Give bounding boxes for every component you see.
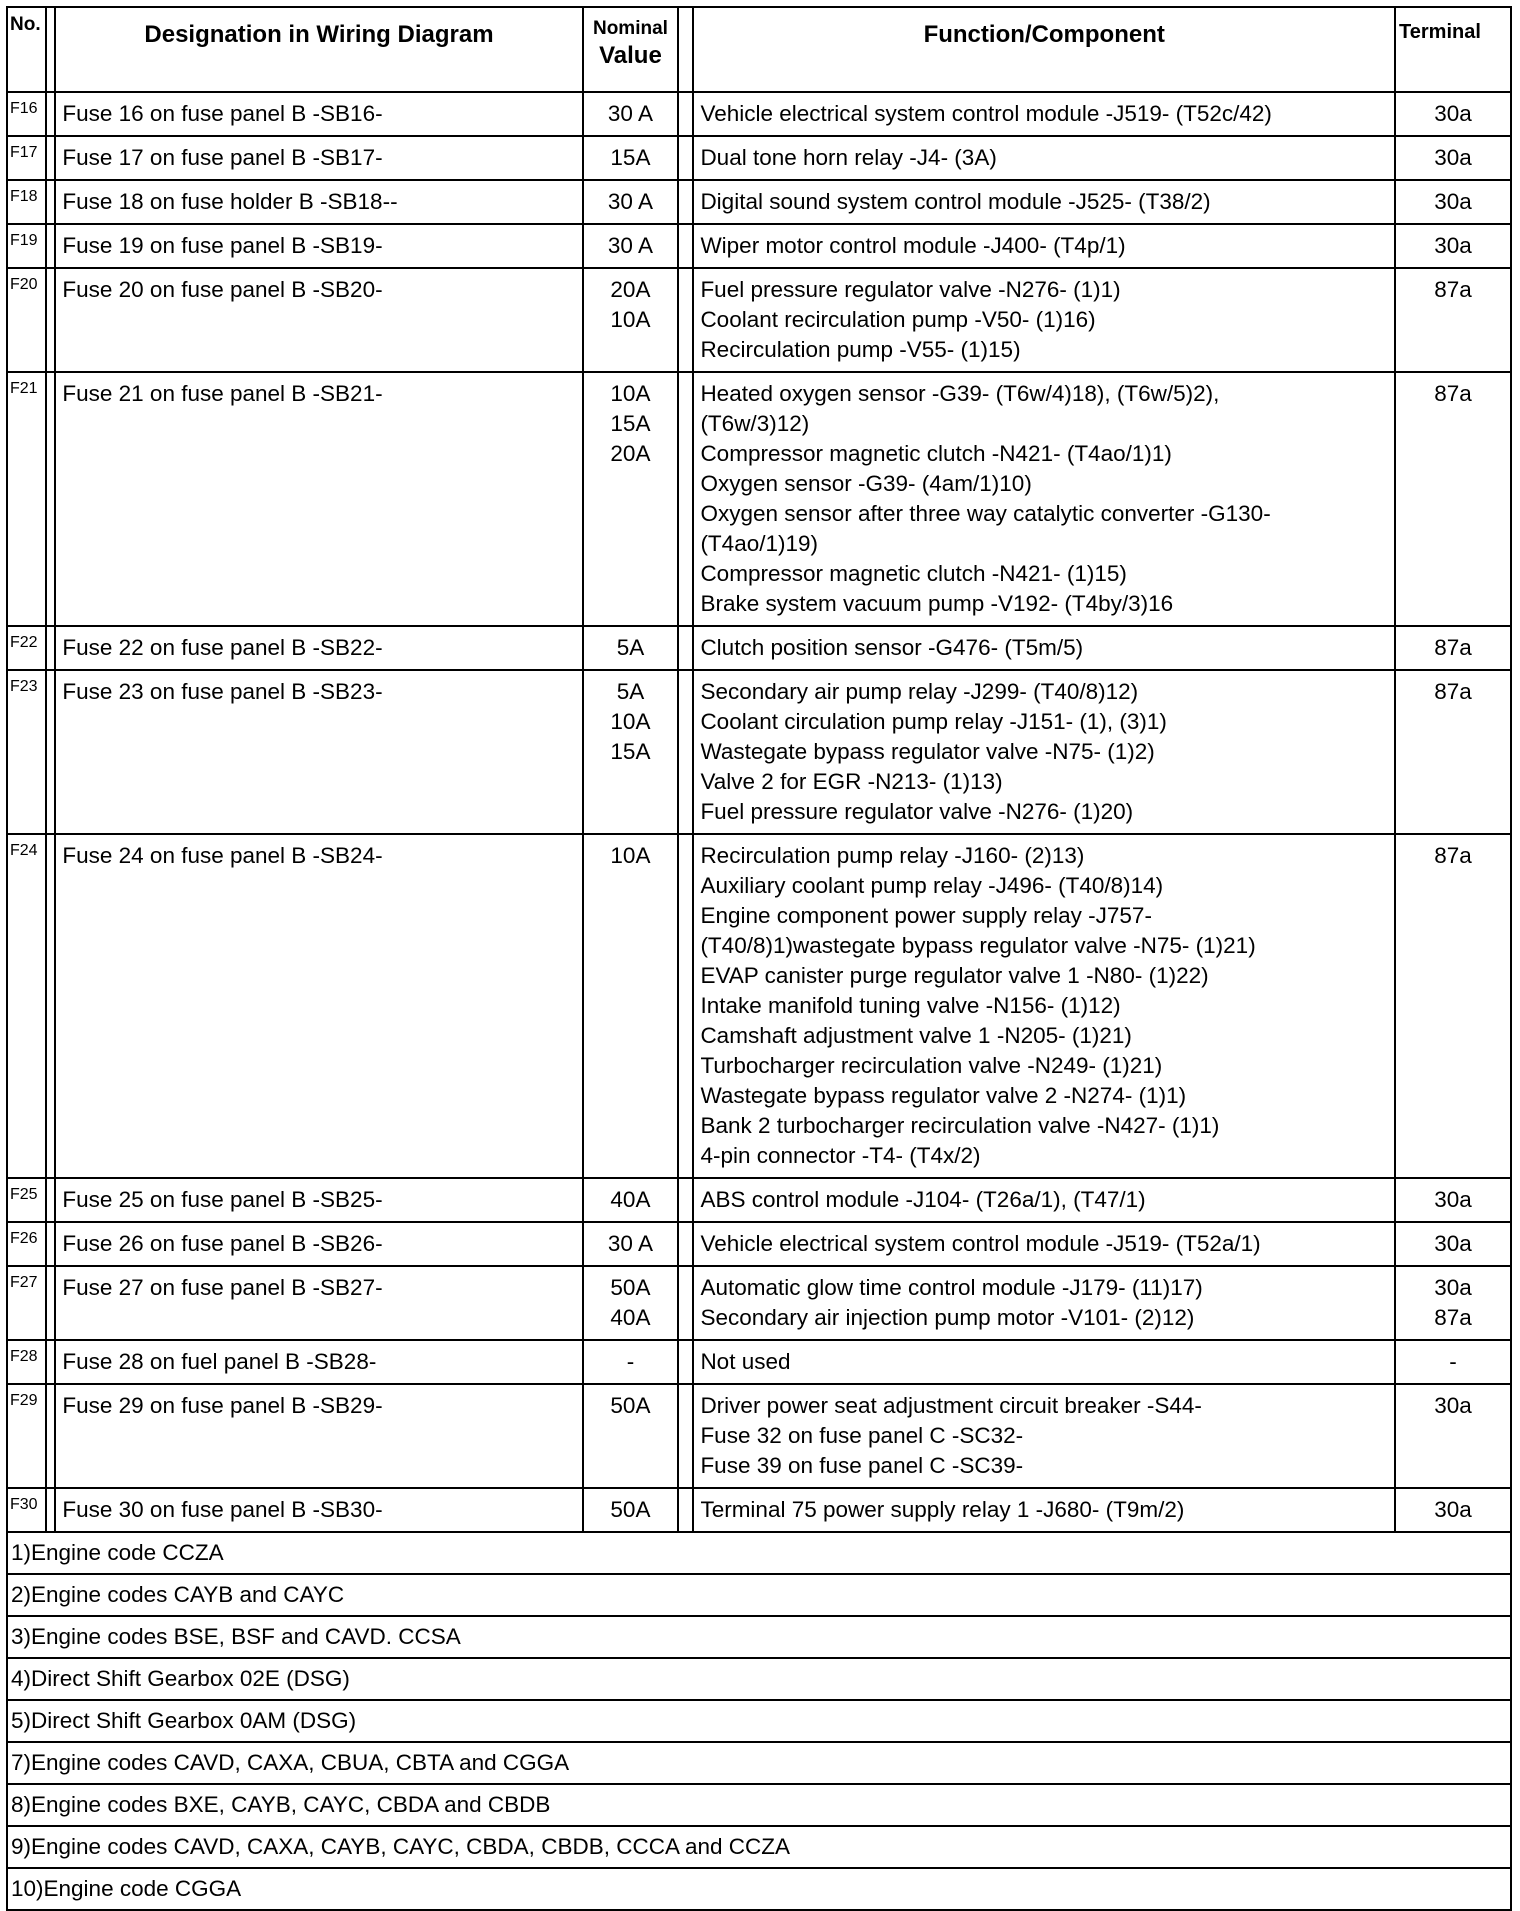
fuse-number: F26 (7, 1222, 46, 1266)
table-row (7, 1488, 1511, 1532)
nominal-value-line: 10A (610, 381, 651, 406)
table-header (7, 7, 1511, 92)
table-row (7, 92, 1511, 136)
function-line: Dual tone horn relay -J4- (3A) (700, 145, 997, 170)
footnote: 3)Engine codes BSE, BSF and CAVD. CCSA (7, 1616, 1511, 1658)
function-component (693, 1266, 1395, 1340)
function-line: Driver power seat adjustment circuit breaker -S44- (700, 1393, 1202, 1418)
nominal-value-line: 40A (610, 1305, 651, 1330)
row-spacer (46, 92, 55, 136)
function-component (693, 834, 1395, 1178)
header-terminal: Terminal (1395, 7, 1511, 92)
function-component (693, 92, 1395, 136)
footnotes (7, 1532, 1511, 1910)
function-line: EVAP canister purge regulator valve 1 -N80- (1)22) (700, 963, 1209, 988)
function-line: Camshaft adjustment valve 1 -N205- (1)21) (700, 1023, 1132, 1048)
terminal (1395, 1384, 1511, 1488)
terminal-line: 87a (1434, 381, 1472, 406)
nominal-value-line: 10A (610, 307, 651, 332)
fuse-designation: Fuse 26 on fuse panel B -SB26- (55, 1222, 582, 1266)
fuse-number: F19 (7, 224, 46, 268)
fuse-designation: Fuse 17 on fuse panel B -SB17- (55, 136, 582, 180)
terminal (1395, 268, 1511, 372)
terminal (1395, 1488, 1511, 1532)
function-line: Valve 2 for EGR -N213- (1)13) (700, 769, 1003, 794)
function-component (693, 1222, 1395, 1266)
nominal-value-line: 50A (610, 1275, 651, 1300)
terminal-line: 30a (1434, 1231, 1472, 1256)
function-line: Vehicle electrical system control module -J519- (T52c/42) (700, 101, 1272, 126)
row-spacer (46, 1340, 55, 1384)
footnote-row (7, 1784, 1511, 1826)
row-spacer (46, 1488, 55, 1532)
nominal-value-line: 30 A (607, 233, 653, 258)
row-spacer (678, 626, 693, 670)
row-spacer (46, 224, 55, 268)
table-row (7, 626, 1511, 670)
fuse-table-page (6, 6, 1512, 1911)
row-spacer (678, 180, 693, 224)
fuse-table (6, 6, 1512, 1911)
function-line: Turbocharger recirculation valve -N249- (1)21) (700, 1053, 1163, 1078)
table-row (7, 1340, 1511, 1384)
function-line: Fuse 32 on fuse panel C -SC32- (700, 1423, 1024, 1448)
nominal-value-line: 40A (610, 1187, 651, 1212)
function-line: Heated oxygen sensor -G39- (T6w/4)18), (T6w/5)2), (700, 381, 1220, 406)
function-line: 4-pin connector -T4- (T4x/2) (700, 1143, 981, 1168)
row-spacer (678, 224, 693, 268)
terminal-line: 30a (1434, 1497, 1472, 1522)
function-line: Wiper motor control module -J400- (T4p/1) (700, 233, 1126, 258)
nominal-value-line: 5A (616, 635, 645, 660)
function-line: (T40/8)1)wastegate bypass regulator valve -N75- (1)21) (700, 933, 1256, 958)
row-spacer (678, 1488, 693, 1532)
function-line: Secondary air injection pump motor -V101- (2)12) (700, 1305, 1195, 1330)
terminal (1395, 1222, 1511, 1266)
terminal-line: 87a (1434, 277, 1472, 302)
nominal-value (583, 1178, 679, 1222)
function-line: (T4ao/1)19) (700, 531, 818, 556)
fuse-number: F21 (7, 372, 46, 626)
row-spacer (46, 1266, 55, 1340)
terminal-line: 87a (1434, 843, 1472, 868)
header-spacer (678, 7, 693, 92)
function-component (693, 136, 1395, 180)
nominal-value-line: 30 A (607, 1231, 653, 1256)
row-spacer (46, 268, 55, 372)
function-line: Bank 2 turbocharger recirculation valve -N427- (1)1) (700, 1113, 1220, 1138)
table-row (7, 268, 1511, 372)
row-spacer (46, 834, 55, 1178)
fuse-designation: Fuse 23 on fuse panel B -SB23- (55, 670, 582, 834)
table-row (7, 224, 1511, 268)
fuse-number: F27 (7, 1266, 46, 1340)
row-spacer (678, 834, 693, 1178)
terminal-line: 30a (1434, 1393, 1472, 1418)
terminal-line: 87a (1434, 1305, 1472, 1330)
footnote: 10)Engine code CGGA (7, 1868, 1511, 1910)
table-row (7, 180, 1511, 224)
function-line: ABS control module -J104- (T26a/1), (T47/1) (700, 1187, 1146, 1212)
footnote: 4)Direct Shift Gearbox 02E (DSG) (7, 1658, 1511, 1700)
function-line: Wastegate bypass regulator valve -N75- (1)2) (700, 739, 1155, 764)
function-line: Fuse 39 on fuse panel C -SC39- (700, 1453, 1024, 1478)
terminal (1395, 224, 1511, 268)
function-line: Automatic glow time control module -J179- (11)17) (700, 1275, 1203, 1300)
nominal-value (583, 136, 679, 180)
row-spacer (678, 1222, 693, 1266)
function-line: Oxygen sensor after three way catalytic converter -G130- (700, 501, 1271, 526)
footnote-row (7, 1532, 1511, 1574)
terminal-line: 30a (1434, 189, 1472, 214)
row-spacer (46, 180, 55, 224)
nominal-value-line: 20A (610, 441, 651, 466)
function-component (693, 626, 1395, 670)
row-spacer (678, 268, 693, 372)
nominal-value (583, 268, 679, 372)
function-line: Intake manifold tuning valve -N156- (1)12) (700, 993, 1121, 1018)
nominal-value (583, 1340, 679, 1384)
function-component (693, 372, 1395, 626)
footnote-row (7, 1616, 1511, 1658)
function-line: Coolant circulation pump relay -J151- (1), (3)1) (700, 709, 1167, 734)
nominal-value-line: 20A (610, 277, 651, 302)
terminal (1395, 670, 1511, 834)
header-no: No. (7, 7, 46, 92)
nominal-value-line: 15A (610, 411, 651, 436)
header-designation: Designation in Wiring Diagram (55, 7, 582, 92)
footnote-row (7, 1574, 1511, 1616)
function-component (693, 1178, 1395, 1222)
footnote: 7)Engine codes CAVD, CAXA, CBUA, CBTA and CGGA (7, 1742, 1511, 1784)
row-spacer (678, 1178, 693, 1222)
row-spacer (46, 1178, 55, 1222)
function-line: Recirculation pump -V55- (1)15) (700, 337, 1021, 362)
fuse-designation: Fuse 20 on fuse panel B -SB20- (55, 268, 582, 372)
table-row (7, 1266, 1511, 1340)
nominal-value (583, 92, 679, 136)
fuse-number: F17 (7, 136, 46, 180)
row-spacer (46, 1222, 55, 1266)
function-component (693, 224, 1395, 268)
function-line: Vehicle electrical system control module -J519- (T52a/1) (700, 1231, 1261, 1256)
function-component (693, 1384, 1395, 1488)
header-spacer (46, 7, 55, 92)
row-spacer (678, 136, 693, 180)
function-line: Secondary air pump relay -J299- (T40/8)12) (700, 679, 1139, 704)
footnote-row (7, 1658, 1511, 1700)
header-function: Function/Component (693, 7, 1395, 92)
fuse-designation: Fuse 19 on fuse panel B -SB19- (55, 224, 582, 268)
nominal-value-line: 30 A (607, 101, 653, 126)
function-line: Fuel pressure regulator valve -N276- (1)1) (700, 277, 1121, 302)
row-spacer (46, 372, 55, 626)
fuse-designation: Fuse 24 on fuse panel B -SB24- (55, 834, 582, 1178)
fuse-designation: Fuse 28 on fuel panel B -SB28- (55, 1340, 582, 1384)
row-spacer (46, 1384, 55, 1488)
fuse-designation: Fuse 29 on fuse panel B -SB29- (55, 1384, 582, 1488)
row-spacer (46, 626, 55, 670)
fuse-designation: Fuse 18 on fuse holder B -SB18-- (55, 180, 582, 224)
fuse-designation: Fuse 30 on fuse panel B -SB30- (55, 1488, 582, 1532)
function-line: Compressor magnetic clutch -N421- (1)15) (700, 561, 1127, 586)
terminal-line: 30a (1434, 1187, 1472, 1212)
table-row (7, 670, 1511, 834)
terminal-line: - (1449, 1349, 1457, 1374)
footnote: 8)Engine codes BXE, CAYB, CAYC, CBDA and CBDB (7, 1784, 1511, 1826)
footnote: 1)Engine code CCZA (7, 1532, 1511, 1574)
function-component (693, 1488, 1395, 1532)
row-spacer (46, 670, 55, 834)
footnote-row (7, 1868, 1511, 1910)
footnote: 9)Engine codes CAVD, CAXA, CAYB, CAYC, CBDA, CBDB, CCCA and CCZA (7, 1826, 1511, 1868)
table-row (7, 834, 1511, 1178)
row-spacer (678, 1340, 693, 1384)
terminal (1395, 626, 1511, 670)
function-line: Digital sound system control module -J525- (T38/2) (700, 189, 1211, 214)
row-spacer (678, 372, 693, 626)
function-line: Fuel pressure regulator valve -N276- (1)20) (700, 799, 1134, 824)
row-spacer (678, 1384, 693, 1488)
function-component (693, 670, 1395, 834)
nominal-value-line: 15A (610, 739, 651, 764)
nominal-value (583, 1488, 679, 1532)
nominal-value (583, 1266, 679, 1340)
fuse-number: F30 (7, 1488, 46, 1532)
terminal (1395, 180, 1511, 224)
terminal (1395, 1266, 1511, 1340)
header-nominal-top: Nominal (592, 18, 668, 39)
row-spacer (678, 1266, 693, 1340)
nominal-value-line: 10A (610, 843, 651, 868)
header-nominal-value (583, 7, 679, 92)
header-nominal-bottom: Value (599, 42, 662, 69)
nominal-value (583, 224, 679, 268)
function-line: Recirculation pump relay -J160- (2)13) (700, 843, 1085, 868)
footnote: 5)Direct Shift Gearbox 0AM (DSG) (7, 1700, 1511, 1742)
fuse-number: F28 (7, 1340, 46, 1384)
terminal (1395, 92, 1511, 136)
function-component (693, 1340, 1395, 1384)
table-row (7, 372, 1511, 626)
nominal-value (583, 670, 679, 834)
function-line: Terminal 75 power supply relay 1 -J680- (T9m/2) (700, 1497, 1185, 1522)
function-component (693, 268, 1395, 372)
terminal-line: 30a (1434, 1275, 1472, 1300)
nominal-value-line: 10A (610, 709, 651, 734)
terminal (1395, 1178, 1511, 1222)
nominal-value (583, 834, 679, 1178)
fuse-designation: Fuse 16 on fuse panel B -SB16- (55, 92, 582, 136)
footnote-row (7, 1826, 1511, 1868)
row-spacer (678, 92, 693, 136)
function-component (693, 180, 1395, 224)
fuse-designation: Fuse 27 on fuse panel B -SB27- (55, 1266, 582, 1340)
function-line: Compressor magnetic clutch -N421- (T4ao/1)1) (700, 441, 1172, 466)
fuse-designation: Fuse 22 on fuse panel B -SB22- (55, 626, 582, 670)
nominal-value-line: - (626, 1349, 635, 1374)
function-line: (T6w/3)12) (700, 411, 810, 436)
fuse-number: F18 (7, 180, 46, 224)
terminal-line: 30a (1434, 233, 1472, 258)
fuse-number: F23 (7, 670, 46, 834)
row-spacer (46, 136, 55, 180)
nominal-value (583, 1384, 679, 1488)
terminal (1395, 136, 1511, 180)
terminal-line: 87a (1434, 635, 1472, 660)
nominal-value-line: 30 A (607, 189, 653, 214)
fuse-designation: Fuse 25 on fuse panel B -SB25- (55, 1178, 582, 1222)
fuse-number: F22 (7, 626, 46, 670)
fuse-number: F25 (7, 1178, 46, 1222)
table-row (7, 136, 1511, 180)
nominal-value (583, 1222, 679, 1266)
footnote: 2)Engine codes CAYB and CAYC (7, 1574, 1511, 1616)
terminal-line: 30a (1434, 101, 1472, 126)
fuse-number: F29 (7, 1384, 46, 1488)
function-line: Wastegate bypass regulator valve 2 -N274- (1)1) (700, 1083, 1187, 1108)
table-row (7, 1384, 1511, 1488)
footnote-row (7, 1742, 1511, 1784)
fuse-number: F16 (7, 92, 46, 136)
terminal (1395, 834, 1511, 1178)
terminal-line: 87a (1434, 679, 1472, 704)
nominal-value (583, 372, 679, 626)
function-line: Auxiliary coolant pump relay -J496- (T40/8)14) (700, 873, 1164, 898)
function-line: Coolant recirculation pump -V50- (1)16) (700, 307, 1096, 332)
fuse-designation: Fuse 21 on fuse panel B -SB21- (55, 372, 582, 626)
terminal (1395, 372, 1511, 626)
nominal-value-line: 15A (610, 145, 651, 170)
nominal-value-line: 50A (610, 1497, 651, 1522)
nominal-value-line: 5A (616, 679, 645, 704)
fuse-rows (7, 92, 1511, 1532)
table-row (7, 1222, 1511, 1266)
row-spacer (678, 670, 693, 834)
function-line: Oxygen sensor -G39- (4am/1)10) (700, 471, 1032, 496)
nominal-value (583, 626, 679, 670)
footnote-row (7, 1700, 1511, 1742)
function-line: Engine component power supply relay -J757- (700, 903, 1152, 928)
nominal-value (583, 180, 679, 224)
terminal (1395, 1340, 1511, 1384)
fuse-number: F24 (7, 834, 46, 1178)
function-line: Not used (700, 1349, 791, 1374)
nominal-value-line: 50A (610, 1393, 651, 1418)
function-line: Brake system vacuum pump -V192- (T4by/3)16 (700, 591, 1174, 616)
function-line: Clutch position sensor -G476- (T5m/5) (700, 635, 1084, 660)
table-row (7, 1178, 1511, 1222)
fuse-number: F20 (7, 268, 46, 372)
terminal-line: 30a (1434, 145, 1472, 170)
